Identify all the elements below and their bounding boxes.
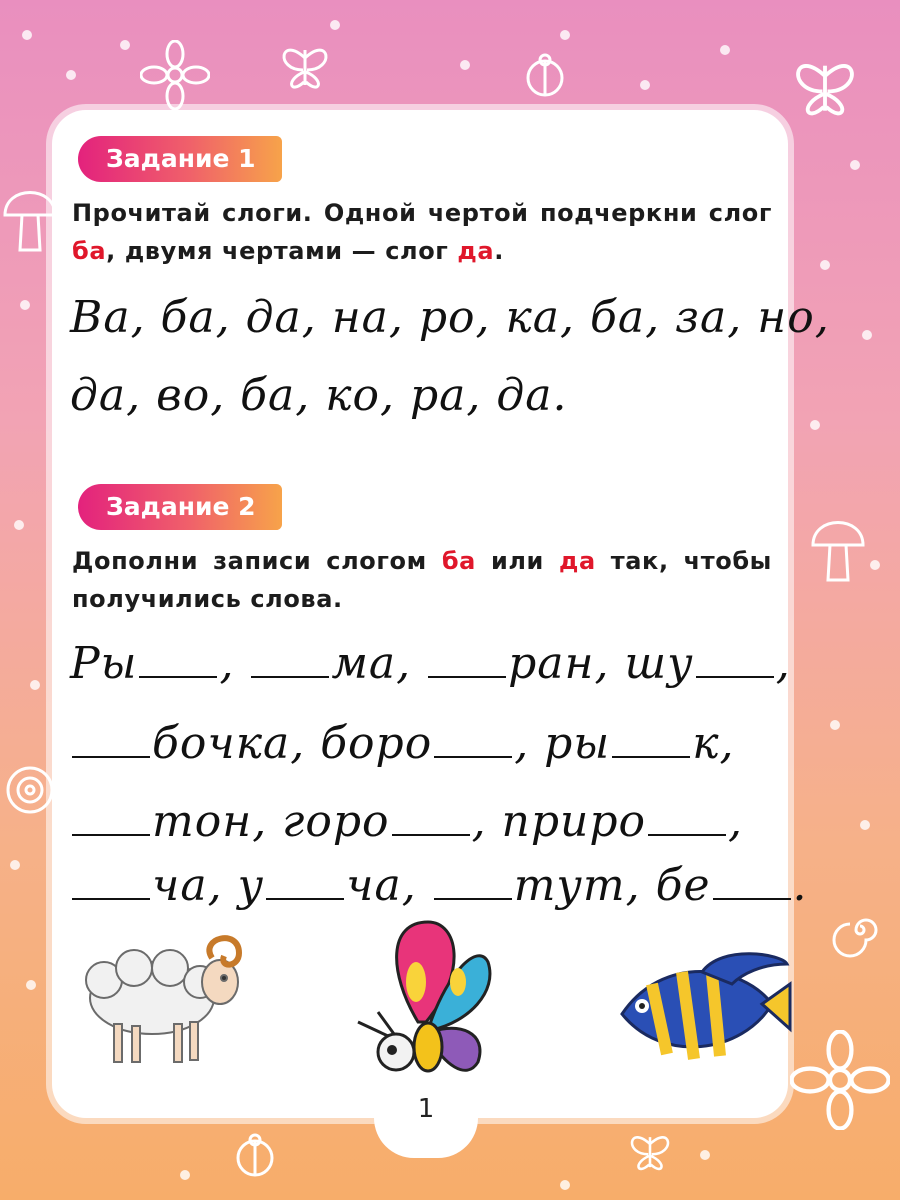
answer-blank[interactable]	[648, 804, 726, 836]
word-fragment: ма,	[331, 638, 427, 689]
syllable-ba: ба	[72, 237, 107, 265]
answer-blank[interactable]	[266, 868, 344, 900]
word-fragment: ран, шу	[508, 638, 694, 689]
word-fragment: ,	[219, 638, 250, 689]
syllable-da: да	[457, 237, 495, 265]
butterfly-icon	[620, 1120, 680, 1180]
answer-blank[interactable]	[72, 804, 150, 836]
butterfly-illustration	[348, 912, 498, 1102]
answer-blank[interactable]	[612, 726, 690, 758]
answer-blank[interactable]	[392, 804, 470, 836]
sheep-illustration	[74, 928, 254, 1068]
word-fragment: к,	[692, 718, 735, 769]
flower-icon	[140, 40, 210, 110]
flower-icon	[790, 1030, 890, 1130]
ladybug-icon	[230, 1130, 280, 1180]
fish-illustration	[612, 944, 792, 1074]
answer-blank[interactable]	[251, 646, 329, 678]
word-fragment: .	[792, 860, 808, 911]
mushroom-icon	[808, 510, 868, 590]
task1-instruction: Прочитай слоги. Одной чертой подчеркни слог ба, двумя чертами — слог да.	[72, 199, 772, 265]
swirl-icon	[830, 900, 890, 960]
answer-blank[interactable]	[72, 726, 150, 758]
word-fragment: ча, у	[152, 860, 265, 911]
task1-syllables-line2: да, во, ба, ко, ра, да.	[70, 370, 568, 421]
mushroom-icon	[0, 180, 60, 260]
ladybug-icon	[520, 50, 570, 100]
answer-blank[interactable]	[428, 646, 506, 678]
task2-instruction: Дополни записи слогом ба или да так, чтобы получились слова.	[72, 547, 772, 613]
task1-syllables-line1: Ва, ба, да, на, ро, ка, ба, за, но,	[70, 292, 830, 343]
answer-blank[interactable]	[713, 868, 791, 900]
task1-badge: Задание 1	[78, 136, 282, 182]
word-fragment: Ры	[70, 638, 138, 689]
syllable-ba: ба	[441, 547, 476, 575]
answer-blank[interactable]	[696, 646, 774, 678]
word-fragment: ча,	[346, 860, 432, 911]
task2-row	[70, 638, 791, 689]
word-fragment: бочка, боро	[152, 718, 433, 769]
task2-row	[70, 718, 780, 769]
word-fragment: тут, бе	[513, 860, 711, 911]
task2-badge: Задание 2	[78, 484, 282, 530]
answer-blank[interactable]	[139, 646, 217, 678]
word-fragment: ,	[728, 796, 744, 847]
answer-blank[interactable]	[72, 868, 150, 900]
butterfly-icon	[270, 30, 340, 100]
answer-blank[interactable]	[434, 726, 512, 758]
word-fragment: , приро	[471, 796, 647, 847]
snail-icon	[0, 750, 60, 830]
answer-blank[interactable]	[434, 868, 512, 900]
butterfly-icon	[780, 40, 870, 130]
word-fragment: , ры	[514, 718, 611, 769]
word-fragment: ,	[775, 638, 791, 689]
task2-row	[70, 796, 780, 847]
word-fragment: тон, горо	[152, 796, 390, 847]
page-number: 1	[417, 1094, 435, 1124]
syllable-da: да	[558, 547, 596, 575]
task2-row	[70, 860, 808, 911]
